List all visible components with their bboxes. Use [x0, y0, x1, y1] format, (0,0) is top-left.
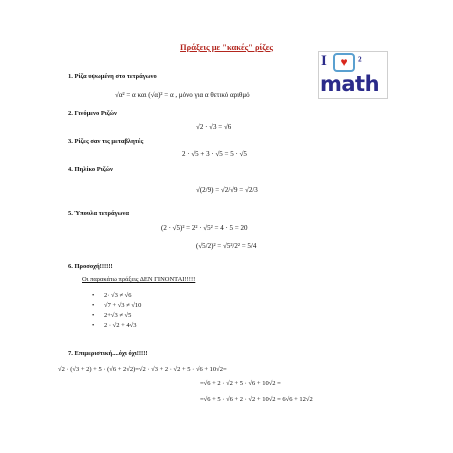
- section-5-equation-2: (√5/2)² = √5²/2² = 5/4: [196, 242, 257, 250]
- section-2-heading: 2. Γινόμενο Ριζών: [68, 110, 117, 117]
- i-love-math-logo: [318, 51, 388, 99]
- section-3-equation: 2 · √5 + 3 · √5 = 5 · √5: [182, 150, 247, 158]
- invalid-operations-list: [92, 291, 141, 331]
- section-6-heading: 6. Προσοχή!!!!!!: [68, 263, 113, 270]
- section-7-line-2: =√6 + 2 · √2 + 5 · √6 + 10√2 =: [200, 380, 281, 387]
- section-4-heading: 4. Πηλίκο Ριζών: [68, 166, 113, 173]
- section-5-heading: 5. Ύπουλα τετράγωνα: [68, 210, 129, 217]
- section-5-equation-1: (2 · √5)² = 2² · √5² = 4 · 5 = 20: [161, 224, 248, 232]
- heart-icon: ♥: [333, 53, 355, 72]
- section-1-heading: 1. Ρίζα υψωμένη στο τετράγωνο: [68, 73, 157, 80]
- warning-note: Οι παρακάτω πράξεις ΔΕΝ ΓΙΝΟΝΤΑΙ!!!!!: [82, 276, 196, 283]
- list-item: • 2+√3 ≠ √5: [92, 311, 141, 321]
- section-1-equation: √α² = α και (√α)² = α , μόνο για α θετικό αριθμό: [115, 91, 250, 99]
- list-item: • 2 · √2 + 4√3: [92, 321, 141, 331]
- logo-math-text: math: [320, 72, 380, 96]
- section-3-heading: 3. Ρίζες σαν τις μεταβλητές: [68, 138, 144, 145]
- logo-i: I: [321, 53, 327, 69]
- list-item: • 2· √3 ≠ √6: [92, 291, 141, 301]
- section-7-line-1: √2 · (√3 + 2) + 5 · (√6 + 2√2)=√2 · √3 + 2 · √2 + 5 · √6 + 10√2=: [58, 366, 227, 373]
- page-title: Πράξεις με "κακές" ρίζες: [180, 42, 273, 52]
- logo-squared: ²: [358, 54, 362, 68]
- list-item: • √7 + √3 ≠ √10: [92, 301, 141, 311]
- section-7-line-3: =√6 + 5 · √6 + 2 · √2 + 10√2 = 6√6 + 12√2: [200, 396, 313, 403]
- section-2-equation: √2 · √3 = √6: [196, 123, 232, 131]
- section-4-equation: √(2/9) = √2/√9 = √2/3: [196, 186, 258, 194]
- section-7-heading: 7. Επιμεριστική....όχι όχι!!!!!: [68, 350, 148, 357]
